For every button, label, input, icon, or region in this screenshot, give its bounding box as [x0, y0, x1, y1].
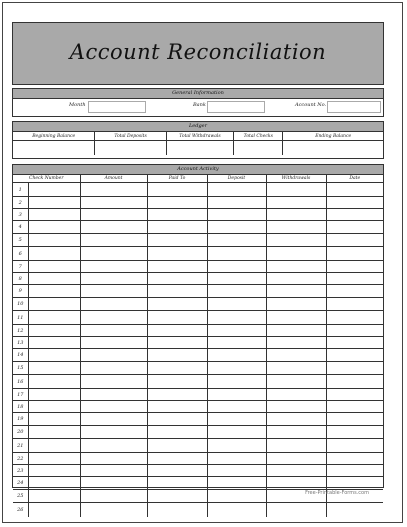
paid-to-cell[interactable]	[147, 221, 207, 234]
deposit-cell[interactable]	[207, 311, 266, 325]
bank-label: Bank	[193, 102, 206, 108]
paid-to-cell[interactable]	[147, 247, 207, 261]
row-number: 25	[13, 490, 28, 503]
account-number-field[interactable]	[327, 101, 381, 113]
deposit-cell[interactable]	[207, 362, 266, 375]
activity-header-row	[13, 175, 383, 183]
withdrawals-cell[interactable]	[266, 337, 326, 349]
activity-row	[13, 209, 383, 221]
paid-to-cell[interactable]	[147, 465, 207, 477]
date-header: Date	[326, 175, 383, 183]
amount-cell[interactable]	[80, 503, 147, 517]
ending-balance-field[interactable]	[283, 141, 383, 156]
amount-cell[interactable]	[80, 413, 147, 426]
account-activity-table	[13, 175, 383, 517]
activity-row	[13, 261, 383, 273]
row-number: 16	[13, 375, 28, 389]
check-number-cell[interactable]	[28, 503, 80, 517]
row-number: 1	[13, 183, 28, 197]
check-number-cell[interactable]	[28, 261, 80, 273]
row-number: 4	[13, 221, 28, 234]
row-number: 17	[13, 389, 28, 401]
date-cell[interactable]	[326, 273, 383, 285]
activity-row	[13, 285, 383, 298]
paid-to-cell[interactable]	[147, 389, 207, 401]
deposit-cell[interactable]	[207, 337, 266, 349]
withdrawals-cell[interactable]	[266, 183, 326, 197]
date-cell[interactable]	[326, 183, 383, 197]
check-number-cell[interactable]	[28, 413, 80, 426]
amount-cell[interactable]	[80, 234, 147, 247]
check-number-cell[interactable]	[28, 477, 80, 490]
activity-row	[13, 439, 383, 453]
check-number-cell[interactable]	[28, 298, 80, 311]
paid-to-cell[interactable]	[147, 337, 207, 349]
check-number-cell[interactable]	[28, 247, 80, 261]
row-number: 19	[13, 413, 28, 426]
activity-row	[13, 221, 383, 234]
check-number-cell[interactable]	[28, 401, 80, 413]
footer-credit: Free-Printable-Forms.com	[305, 490, 369, 496]
withdrawals-cell[interactable]	[266, 221, 326, 234]
deposit-cell[interactable]	[207, 349, 266, 362]
activity-row	[13, 273, 383, 285]
date-cell[interactable]	[326, 453, 383, 465]
activity-row	[13, 325, 383, 337]
row-number: 6	[13, 247, 28, 261]
row-number: 13	[13, 337, 28, 349]
withdrawals-cell[interactable]	[266, 247, 326, 261]
paid-to-cell[interactable]	[147, 261, 207, 273]
total-deposits-header: Total Deposits	[95, 132, 166, 141]
total-checks-header: Total Checks	[234, 132, 283, 141]
date-cell[interactable]	[326, 362, 383, 375]
date-cell[interactable]	[326, 209, 383, 221]
check-number-cell[interactable]	[28, 197, 80, 209]
paid-to-header: Paid To	[147, 175, 207, 183]
paid-to-cell[interactable]	[147, 234, 207, 247]
date-cell[interactable]	[326, 439, 383, 453]
amount-cell[interactable]	[80, 273, 147, 285]
ledger-heading: Ledger	[13, 122, 383, 132]
deposit-cell[interactable]	[207, 503, 266, 517]
deposit-cell[interactable]	[207, 375, 266, 389]
paid-to-cell[interactable]	[147, 401, 207, 413]
general-information-row	[13, 99, 383, 114]
beginning-balance-header: Beginning Balance	[13, 132, 95, 141]
account-activity-heading: Account Activity	[13, 165, 383, 175]
date-cell[interactable]	[326, 465, 383, 477]
withdrawals-cell[interactable]	[266, 503, 326, 517]
amount-cell[interactable]	[80, 311, 147, 325]
general-information-heading: General Information	[13, 89, 383, 99]
withdrawals-cell[interactable]	[266, 375, 326, 389]
activity-row	[13, 362, 383, 375]
ledger-table	[13, 132, 383, 155]
row-number: 20	[13, 426, 28, 439]
withdrawals-cell[interactable]	[266, 325, 326, 337]
row-number: 14	[13, 349, 28, 362]
activity-row	[13, 183, 383, 197]
deposit-cell[interactable]	[207, 439, 266, 453]
date-cell[interactable]	[326, 234, 383, 247]
amount-cell[interactable]	[80, 389, 147, 401]
activity-row	[13, 197, 383, 209]
row-number: 5	[13, 234, 28, 247]
ending-balance-header: Ending Balance	[283, 132, 383, 141]
withdrawals-cell[interactable]	[266, 477, 326, 490]
row-number: 21	[13, 439, 28, 453]
paid-to-cell[interactable]	[147, 490, 207, 503]
amount-cell[interactable]	[80, 362, 147, 375]
withdrawals-cell[interactable]	[266, 439, 326, 453]
ledger-header-row	[13, 132, 383, 141]
withdrawals-cell[interactable]	[266, 298, 326, 311]
check-number-cell[interactable]	[28, 439, 80, 453]
withdrawals-cell[interactable]	[266, 285, 326, 298]
deposit-cell[interactable]	[207, 221, 266, 234]
withdrawals-cell[interactable]	[266, 261, 326, 273]
withdrawals-cell[interactable]	[266, 273, 326, 285]
row-number: 2	[13, 197, 28, 209]
amount-cell[interactable]	[80, 465, 147, 477]
date-cell[interactable]	[326, 413, 383, 426]
check-number-cell[interactable]	[28, 426, 80, 439]
check-number-cell[interactable]	[28, 349, 80, 362]
activity-row	[13, 503, 383, 517]
check-number-header: Check Number	[13, 175, 80, 183]
deposit-cell[interactable]	[207, 197, 266, 209]
deposit-cell[interactable]	[207, 490, 266, 503]
date-cell[interactable]	[326, 477, 383, 490]
paid-to-cell[interactable]	[147, 209, 207, 221]
row-number: 24	[13, 477, 28, 490]
account-number-label: Account No.	[295, 102, 327, 108]
deposit-cell[interactable]	[207, 247, 266, 261]
deposit-cell[interactable]	[207, 453, 266, 465]
check-number-cell[interactable]	[28, 234, 80, 247]
date-cell[interactable]	[326, 389, 383, 401]
amount-cell[interactable]	[80, 477, 147, 490]
date-cell[interactable]	[326, 197, 383, 209]
paid-to-cell[interactable]	[147, 362, 207, 375]
check-number-cell[interactable]	[28, 465, 80, 477]
activity-row	[13, 477, 383, 490]
deposit-cell[interactable]	[207, 234, 266, 247]
activity-row	[13, 349, 383, 362]
check-number-cell[interactable]	[28, 221, 80, 234]
paid-to-cell[interactable]	[147, 298, 207, 311]
paid-to-cell[interactable]	[147, 311, 207, 325]
withdrawals-cell[interactable]	[266, 311, 326, 325]
date-cell[interactable]	[326, 247, 383, 261]
check-number-cell[interactable]	[28, 325, 80, 337]
deposit-cell[interactable]	[207, 209, 266, 221]
amount-cell[interactable]	[80, 426, 147, 439]
date-cell[interactable]	[326, 285, 383, 298]
check-number-cell[interactable]	[28, 311, 80, 325]
paid-to-cell[interactable]	[147, 413, 207, 426]
title-banner	[12, 22, 384, 85]
date-cell[interactable]	[326, 503, 383, 517]
deposit-cell[interactable]	[207, 413, 266, 426]
activity-row	[13, 426, 383, 439]
activity-row	[13, 389, 383, 401]
date-cell[interactable]	[326, 325, 383, 337]
withdrawals-cell[interactable]	[266, 197, 326, 209]
amount-cell[interactable]	[80, 453, 147, 465]
total-withdrawals-header: Total Withdrawals	[166, 132, 234, 141]
activity-row	[13, 337, 383, 349]
check-number-cell[interactable]	[28, 337, 80, 349]
check-number-cell[interactable]	[28, 490, 80, 503]
paid-to-cell[interactable]	[147, 426, 207, 439]
deposit-cell[interactable]	[207, 389, 266, 401]
date-cell[interactable]	[326, 298, 383, 311]
activity-row	[13, 311, 383, 325]
paid-to-cell[interactable]	[147, 503, 207, 517]
amount-cell[interactable]	[80, 325, 147, 337]
beginning-balance-field[interactable]	[13, 141, 95, 156]
paid-to-cell[interactable]	[147, 325, 207, 337]
date-cell[interactable]	[326, 349, 383, 362]
paid-to-cell[interactable]	[147, 197, 207, 209]
amount-cell[interactable]	[80, 439, 147, 453]
deposit-cell[interactable]	[207, 273, 266, 285]
check-number-cell[interactable]	[28, 183, 80, 197]
amount-cell[interactable]	[80, 285, 147, 298]
amount-cell[interactable]	[80, 261, 147, 273]
date-cell[interactable]	[326, 426, 383, 439]
activity-row	[13, 453, 383, 465]
amount-cell[interactable]	[80, 298, 147, 311]
paid-to-cell[interactable]	[147, 375, 207, 389]
activity-row	[13, 247, 383, 261]
amount-cell[interactable]	[80, 401, 147, 413]
row-number: 3	[13, 209, 28, 221]
withdrawals-cell[interactable]	[266, 362, 326, 375]
date-cell[interactable]	[326, 401, 383, 413]
deposit-cell[interactable]	[207, 183, 266, 197]
check-number-cell[interactable]	[28, 389, 80, 401]
paid-to-cell[interactable]	[147, 183, 207, 197]
form-title: Account Reconciliation	[69, 40, 327, 64]
deposit-cell[interactable]	[207, 401, 266, 413]
date-cell[interactable]	[326, 375, 383, 389]
deposit-cell[interactable]	[207, 477, 266, 490]
check-number-cell[interactable]	[28, 375, 80, 389]
row-number: 8	[13, 273, 28, 285]
activity-rows	[13, 183, 383, 517]
paid-to-cell[interactable]	[147, 439, 207, 453]
deposit-cell[interactable]	[207, 298, 266, 311]
amount-cell[interactable]	[80, 349, 147, 362]
paid-to-cell[interactable]	[147, 349, 207, 362]
withdrawals-cell[interactable]	[266, 401, 326, 413]
row-number: 22	[13, 453, 28, 465]
date-cell[interactable]	[326, 337, 383, 349]
month-label: Month	[69, 102, 86, 108]
amount-cell[interactable]	[80, 375, 147, 389]
row-number: 26	[13, 503, 28, 517]
deposit-header: Deposit	[207, 175, 266, 183]
ledger-entry-row	[13, 141, 383, 156]
deposit-cell[interactable]	[207, 465, 266, 477]
activity-row	[13, 375, 383, 389]
withdrawals-cell[interactable]	[266, 413, 326, 426]
row-number: 7	[13, 261, 28, 273]
withdrawals-header: Withdrawals	[266, 175, 326, 183]
row-number: 15	[13, 362, 28, 375]
paid-to-cell[interactable]	[147, 453, 207, 465]
amount-cell[interactable]	[80, 490, 147, 503]
date-cell[interactable]	[326, 261, 383, 273]
general-information-section	[12, 88, 384, 117]
withdrawals-cell[interactable]	[266, 349, 326, 362]
row-number: 23	[13, 465, 28, 477]
bank-field[interactable]	[207, 101, 265, 113]
check-number-cell[interactable]	[28, 273, 80, 285]
paid-to-cell[interactable]	[147, 285, 207, 298]
row-number: 9	[13, 285, 28, 298]
activity-row	[13, 401, 383, 413]
amount-cell[interactable]	[80, 183, 147, 197]
date-cell[interactable]	[326, 221, 383, 234]
row-number: 10	[13, 298, 28, 311]
deposit-cell[interactable]	[207, 325, 266, 337]
date-cell[interactable]	[326, 311, 383, 325]
withdrawals-cell[interactable]	[266, 426, 326, 439]
withdrawals-cell[interactable]	[266, 389, 326, 401]
withdrawals-cell[interactable]	[266, 465, 326, 477]
deposit-cell[interactable]	[207, 426, 266, 439]
withdrawals-cell[interactable]	[266, 234, 326, 247]
deposit-cell[interactable]	[207, 261, 266, 273]
ledger-section	[12, 121, 384, 159]
activity-row	[13, 234, 383, 247]
amount-cell[interactable]	[80, 247, 147, 261]
total-deposits-field[interactable]	[95, 141, 166, 156]
activity-row	[13, 413, 383, 426]
activity-row	[13, 465, 383, 477]
row-number: 18	[13, 401, 28, 413]
paid-to-cell[interactable]	[147, 273, 207, 285]
row-number: 12	[13, 325, 28, 337]
check-number-cell[interactable]	[28, 209, 80, 221]
withdrawals-cell[interactable]	[266, 453, 326, 465]
amount-cell[interactable]	[80, 221, 147, 234]
check-number-cell[interactable]	[28, 285, 80, 298]
amount-cell[interactable]	[80, 337, 147, 349]
amount-cell[interactable]	[80, 197, 147, 209]
amount-header: Amount	[80, 175, 147, 183]
month-field[interactable]	[88, 101, 146, 113]
total-checks-field[interactable]	[234, 141, 283, 156]
check-number-cell[interactable]	[28, 362, 80, 375]
total-withdrawals-field[interactable]	[166, 141, 234, 156]
activity-row	[13, 298, 383, 311]
paid-to-cell[interactable]	[147, 477, 207, 490]
check-number-cell[interactable]	[28, 453, 80, 465]
amount-cell[interactable]	[80, 209, 147, 221]
deposit-cell[interactable]	[207, 285, 266, 298]
withdrawals-cell[interactable]	[266, 209, 326, 221]
row-number: 11	[13, 311, 28, 325]
